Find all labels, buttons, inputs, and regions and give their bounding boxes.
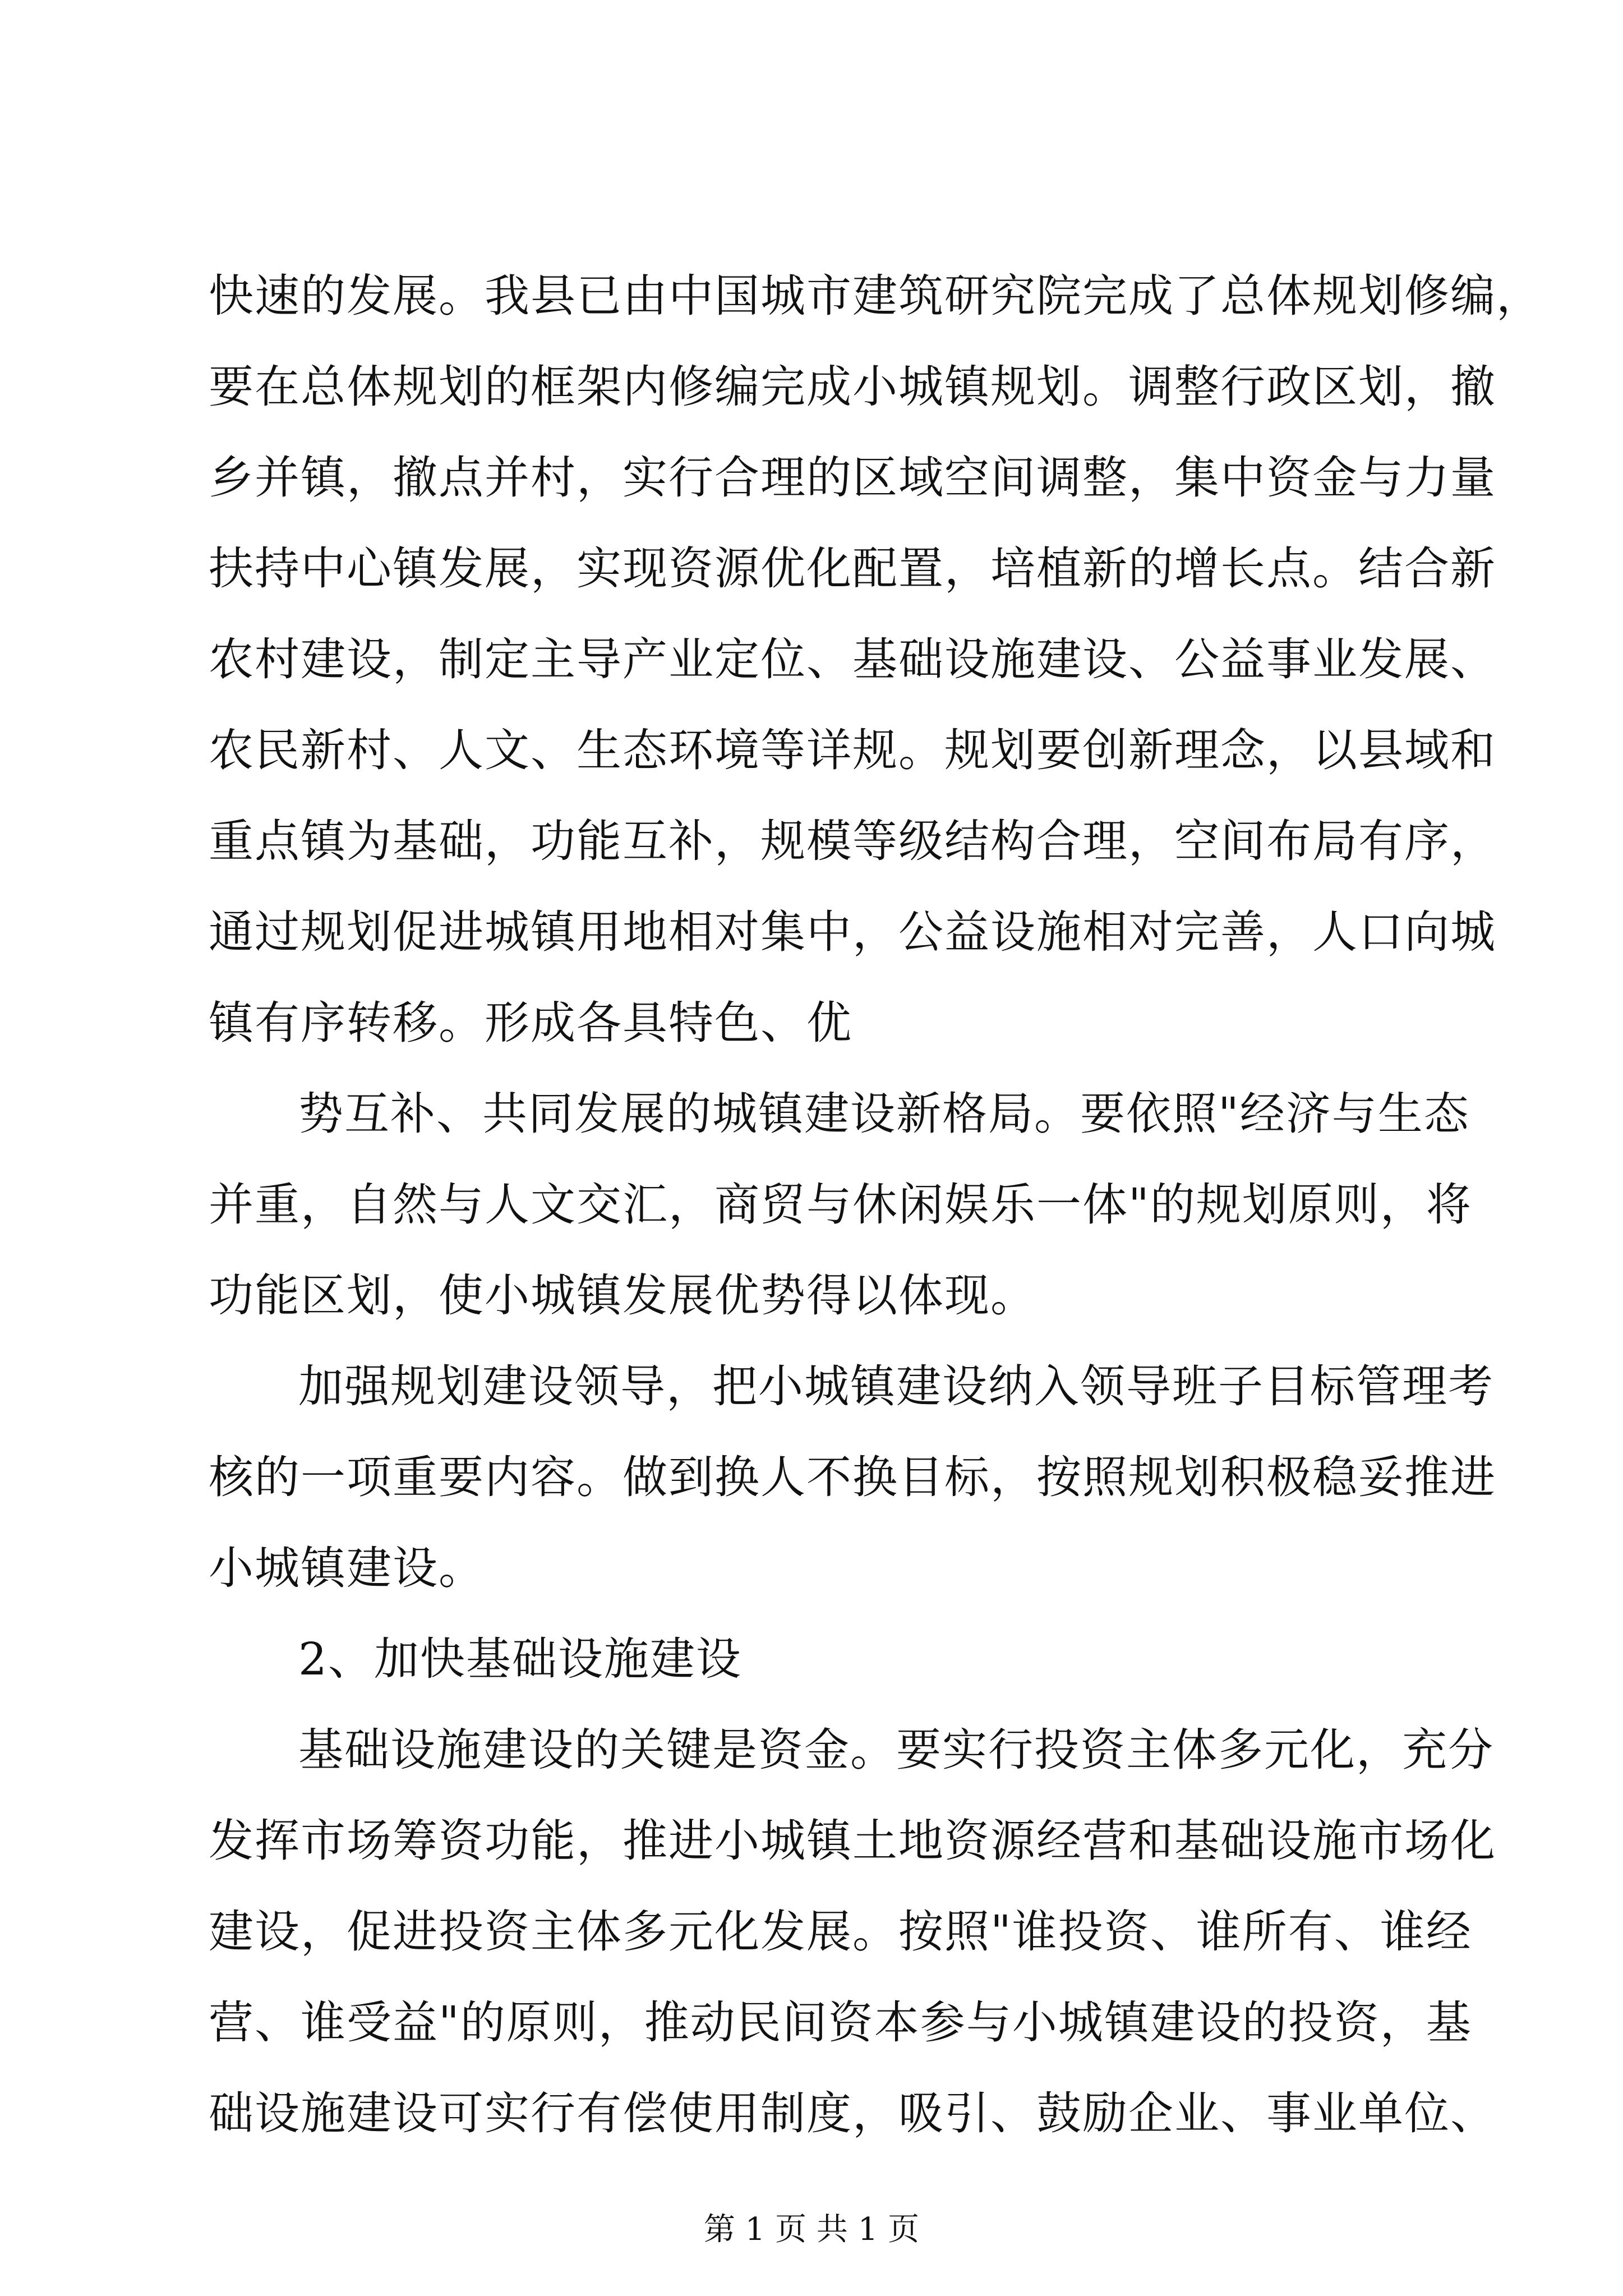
body-line-2: 要在总体规划的框架内修编完成小城镇规划。调整行政区划，撤: [209, 361, 1496, 413]
body-line-13: 加强规划建设领导，把小城镇建设纳入领导班子目标管理考: [298, 1360, 1494, 1412]
body-line-12: 功能区划，使小城镇发展优势得以体现。: [209, 1269, 1036, 1322]
body-line-1: 快速的发展。我县已由中国城市建筑研究院完成了总体规划修编，: [209, 270, 1542, 322]
body-line-21: 础设施建设可实行有偿使用制度，吸引、鼓励企业、事业单位、: [209, 2087, 1496, 2139]
section-heading: 2、加快基础设施建设: [298, 1633, 742, 1685]
page-footer: 第 1 页 共 1 页: [703, 2211, 920, 2248]
body-line-18: 发挥市场筹资功能，推进小城镇土地资源经营和基础设施市场化: [209, 1815, 1496, 1867]
body-line-14: 核的一项重要内容。做到换人不换目标，按照规划积极稳妥推进: [209, 1451, 1496, 1503]
body-line-20: 营、谁受益"的原则，推动民间资本参与小城镇建设的投资，基: [209, 1996, 1472, 2049]
body-line-9: 镇有序转移。形成各具特色、优: [209, 997, 852, 1049]
body-line-6: 农民新村、人文、生态环境等详规。规划要创新理念，以县域和: [209, 724, 1496, 776]
body-line-19: 建设，促进投资主体多元化发展。按照"谁投资、谁所有、谁经: [209, 1906, 1472, 1958]
body-line-11: 并重，自然与人文交汇，商贸与休闲娱乐一体"的规划原则，将: [209, 1179, 1472, 1231]
body-line-15: 小城镇建设。: [209, 1542, 485, 1594]
body-line-8: 通过规划促进城镇用地相对集中，公益设施相对完善，人口向城: [209, 906, 1496, 958]
body-line-17: 基础设施建设的关键是资金。要实行投资主体多元化，充分: [298, 1724, 1494, 1776]
body-line-3: 乡并镇，撤点并村，实行合理的区域空间调整，集中资金与力量: [209, 452, 1496, 504]
body-line-7: 重点镇为基础，功能互补，规模等级结构合理，空间布局有序，: [209, 815, 1496, 867]
body-line-4: 扶持中心镇发展，实现资源优化配置，培植新的增长点。结合新: [209, 542, 1496, 595]
body-line-10: 势互补、共同发展的城镇建设新格局。要依照"经济与生态: [298, 1088, 1470, 1140]
body-line-5: 农村建设，制定主导产业定位、基础设施建设、公益事业发展、: [209, 633, 1496, 685]
